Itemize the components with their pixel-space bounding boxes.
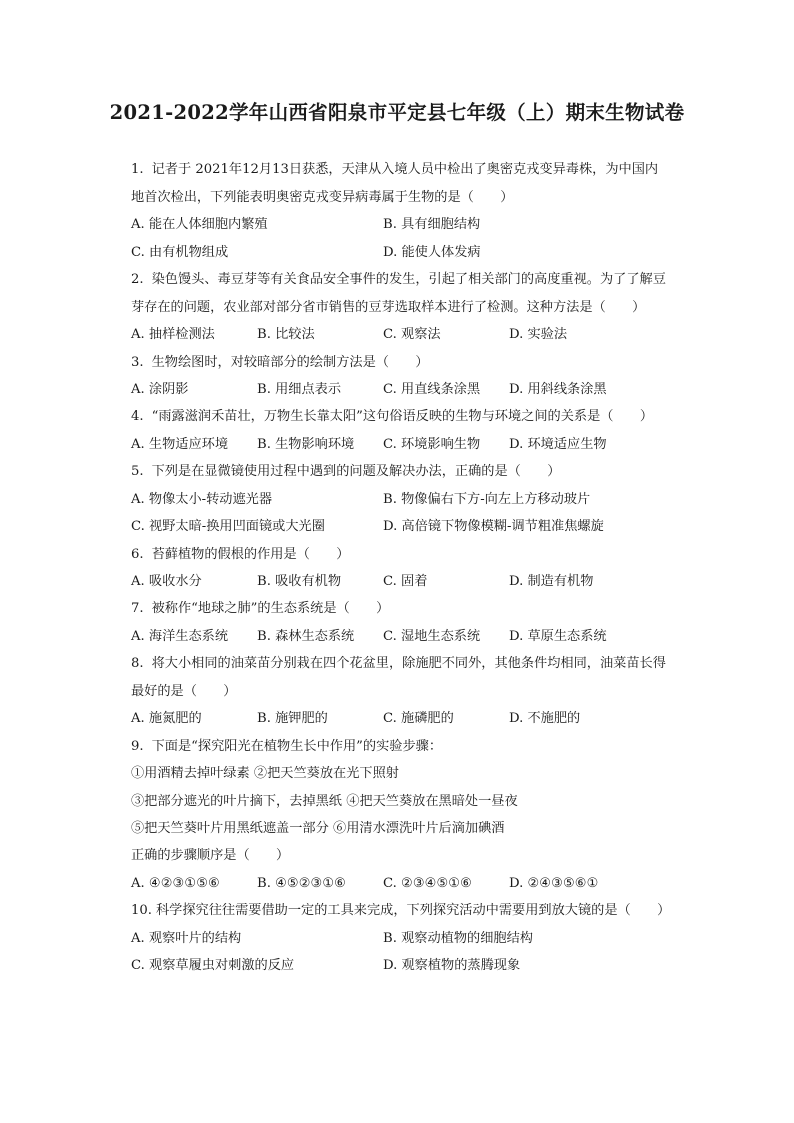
- question-7-option-b: B. 森林生态系统: [257, 629, 355, 644]
- question-10-option-d: D. 观察植物的蒸腾现象: [383, 958, 521, 973]
- question-6-option-a: A. 吸收水分: [131, 574, 202, 589]
- question-1-option-b: B. 具有细胞结构: [383, 217, 481, 232]
- question-1-line-1: 1. 记者于 2021年12月13日获悉，天津从入境人员中检出了奥密克戎变异毒株，为中国内: [131, 162, 659, 177]
- question-1-option-a: A. 能在人体细胞内繁殖: [131, 217, 268, 232]
- question-9-step-line-2: ③把部分遮光的叶片摘下，去掉黑纸 ④把天竺葵放在黑暗处一昼夜: [131, 794, 518, 809]
- question-5-option-c: C. 视野太暗-换用凹面镜或大光圈: [131, 519, 325, 534]
- question-5-option-d: D. 高倍镜下物像模糊-调节粗准焦螺旋: [383, 519, 604, 534]
- question-10-line-1: 10. 科学探究往往需要借助一定的工具来完成，下列探究活动中需要用到放大镜的是（ ）: [131, 903, 671, 918]
- question-10-option-b: B. 观察动植物的细胞结构: [383, 931, 533, 946]
- question-8-line-1: 8. 将大小相同的油菜苗分别栽在四个花盆里，除施肥不同外，其他条件均相同，油菜苗长得: [131, 656, 666, 671]
- question-3-option-a: A. 涂阴影: [131, 382, 189, 397]
- question-1-line-2: 地首次检出，下列能表明奥密克戎变异病毒属于生物的是（ ）: [131, 190, 514, 205]
- question-4-option-a: A. 生物适应环境: [131, 437, 229, 452]
- question-3-option-c: C. 用直线条涂黑: [383, 382, 481, 397]
- question-2-option-d: D. 实验法: [509, 327, 568, 342]
- question-6-option-b: B. 吸收有机物: [257, 574, 342, 589]
- question-9-option-d: D. ②④③⑤⑥①: [509, 876, 599, 891]
- question-5-line-1: 5. 下列是在显微镜使用过程中遇到的问题及解决办法，正确的是（ ）: [131, 464, 561, 479]
- question-4-option-c: C. 环境影响生物: [383, 437, 481, 452]
- question-2-line-1: 2. 染色馒头、毒豆芽等有关食品安全事件的发生，引起了相关部门的高度重视。为了了解豆: [131, 272, 666, 287]
- question-1-option-c: C. 由有机物组成: [131, 245, 229, 260]
- question-5-option-a: A. 物像太小-转动遮光器: [131, 492, 273, 507]
- question-2-option-b: B. 比较法: [257, 327, 315, 342]
- question-5-option-b: B. 物像偏右下方-向左上方移动玻片: [383, 492, 591, 507]
- question-9-line-1: 9. 下面是“探究阳光在植物生长中作用”的实验步骤：: [131, 739, 443, 754]
- question-9-option-c: C. ②③④⑤①⑥: [383, 876, 472, 891]
- question-8-option-c: C. 施磷肥的: [383, 711, 454, 726]
- question-3-option-d: D. 用斜线条涂黑: [509, 382, 607, 397]
- question-8-option-a: A. 施氮肥的: [131, 711, 202, 726]
- question-4-option-b: B. 生物影响环境: [257, 437, 355, 452]
- question-7-line-1: 7. 被称作“地球之肺”的生态系统是（ ）: [131, 601, 390, 616]
- question-4-option-d: D. 环境适应生物: [509, 437, 607, 452]
- question-2-option-c: C. 观察法: [383, 327, 441, 342]
- question-9-option-a: A. ④②③①⑤⑥: [131, 876, 220, 891]
- question-9-step-line-3: ⑤把天竺葵叶片用黑纸遮盖一部分 ⑥用清水漂洗叶片后滴加碘酒: [131, 821, 505, 836]
- question-4-line-1: 4. “雨露滋润禾苗壮，万物生长靠太阳”这句俗语反映的生物与环境之间的关系是（ ）: [131, 409, 654, 424]
- question-10-option-a: A. 观察叶片的结构: [131, 931, 242, 946]
- question-3-line-1: 3. 生物绘图时，对较暗部分的绘制方法是（ ）: [131, 355, 429, 370]
- question-8-option-d: D. 不施肥的: [509, 711, 581, 726]
- question-2-option-a: A. 抽样检测法: [131, 327, 215, 342]
- question-8-option-b: B. 施钾肥的: [257, 711, 328, 726]
- page-title: 2021-2022学年山西省阳泉市平定县七年级（上）期末生物试卷: [109, 101, 685, 124]
- question-8-line-2: 最好的是（ ）: [131, 684, 237, 699]
- question-1-option-d: D. 能使人体发病: [383, 245, 481, 260]
- question-9-step-line-1: ①用酒精去掉叶绿素 ②把天竺葵放在光下照射: [131, 766, 399, 781]
- question-6-option-d: D. 制造有机物: [509, 574, 594, 589]
- question-9-option-b: B. ④⑤②③①⑥: [257, 876, 347, 891]
- question-7-option-c: C. 湿地生态系统: [383, 629, 481, 644]
- question-10-option-c: C. 观察草履虫对刺激的反应: [131, 958, 295, 973]
- question-2-line-2: 芽存在的问题，农业部对部分省市销售的豆芽选取样本进行了检测。这种方法是（ ）: [131, 300, 646, 315]
- question-3-option-b: B. 用细点表示: [257, 382, 342, 397]
- question-7-option-a: A. 海洋生态系统: [131, 629, 229, 644]
- question-9-prompt: 正确的步骤顺序是（ ）: [131, 848, 290, 863]
- question-7-option-d: D. 草原生态系统: [509, 629, 607, 644]
- question-6-option-c: C. 固着: [383, 574, 428, 589]
- question-6-line-1: 6. 苔藓植物的假根的作用是（ ）: [131, 547, 350, 562]
